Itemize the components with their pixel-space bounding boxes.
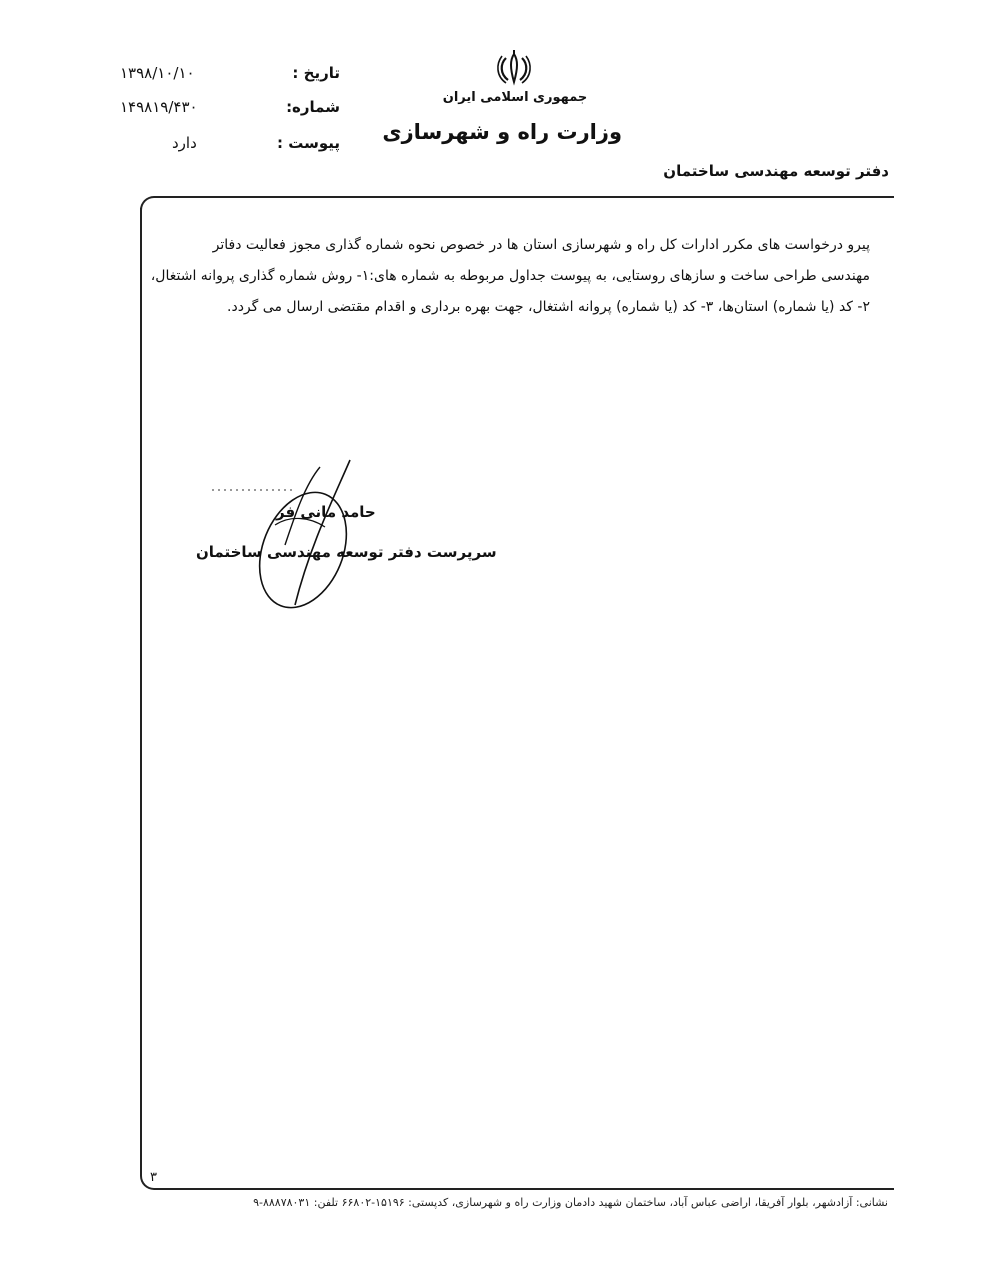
office-title: دفتر توسعه مهندسی ساختمان bbox=[663, 162, 889, 180]
iran-emblem-icon bbox=[494, 48, 534, 88]
frame-top-border bbox=[140, 196, 894, 212]
handwritten-signature-icon bbox=[215, 455, 385, 615]
attachment-row bbox=[120, 134, 340, 164]
date-row bbox=[120, 64, 340, 94]
number-label: شماره: bbox=[286, 98, 340, 116]
number-row bbox=[120, 98, 340, 128]
date-label: تاریخ : bbox=[292, 64, 340, 82]
republic-title: جمهوری اسلامی ایران bbox=[442, 90, 588, 105]
attachment-label: پیوست : bbox=[276, 134, 340, 152]
letter-meta bbox=[120, 64, 340, 164]
ministry-title: وزارت راه و شهرسازی bbox=[382, 120, 622, 144]
body-line-2: مهندسی طراحی ساخت و سازهای روستایی، به پیوست جداول مربوطه به شماره های:۱- روش شماره گذاری پروانه اشتغال، bbox=[150, 268, 870, 284]
body-line-1: پیرو درخواست های مکرر ادارات کل راه و شهرسازی استان ها در خصوص نحوه شماره گذاری مجوز فعالیت دفاتر bbox=[212, 237, 870, 253]
body-line-3: ۲- کد (یا شماره) استان‌ها، ۳- کد (یا شماره) پروانه اشتغال، جهت بهره برداری و اقدام مقتضی ارسال می گردد. bbox=[227, 299, 870, 315]
letter-body bbox=[150, 230, 870, 323]
date-value: ۱۳۹۸/۱۰/۱۰ bbox=[120, 64, 195, 82]
attachment-value: دارد bbox=[172, 134, 197, 152]
page-number: ۳ bbox=[150, 1170, 157, 1185]
frame-left-border bbox=[140, 208, 142, 1168]
footer-address: نشانی: آزادشهر، بلوار آفریقا، اراضی عباس آباد، ساختمان شهید دادمان وزارت راه و شهرسازی، کدپستی: ۱۵۱۹۶-۶۶۸۰۲ تلفن: ۸۸۸۷۸۰۳۱-۹ bbox=[253, 1196, 888, 1209]
frame-bottom-border bbox=[140, 1168, 894, 1190]
number-value: ۱۴۹۸۱۹/۴۳۰ bbox=[120, 98, 198, 116]
signatory-title: سرپرست دفتر توسعه مهندسی ساختمان bbox=[196, 543, 497, 561]
signatory-name: حامد مانی فر bbox=[276, 503, 376, 521]
